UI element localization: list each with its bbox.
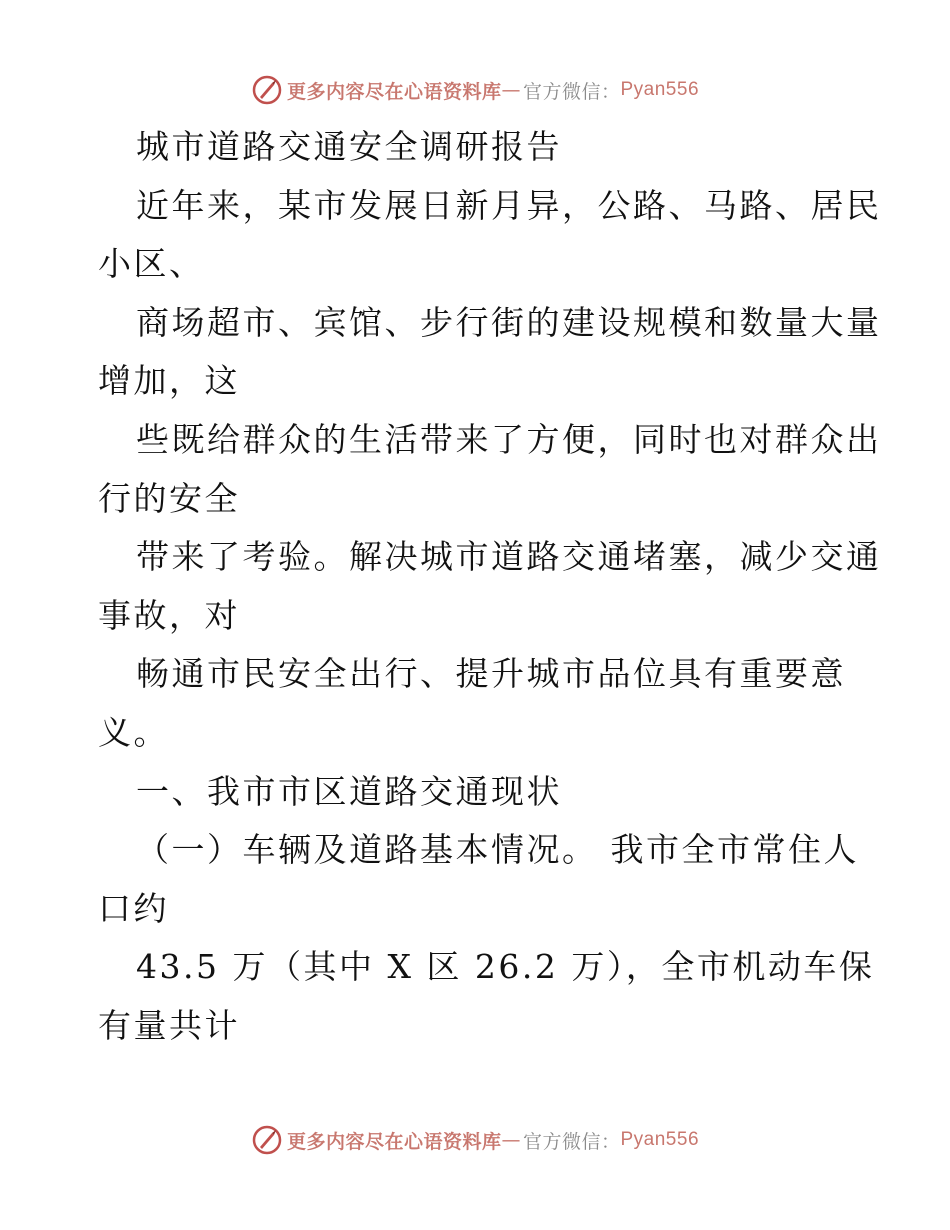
paragraph-line: 商场超市、宾馆、步行街的建设规模和数量大量 bbox=[136, 302, 882, 342]
watermark-wechat-label: 官方微信： bbox=[522, 1130, 621, 1153]
document-body bbox=[98, 118, 882, 1056]
watermark-dash: — bbox=[501, 79, 521, 101]
quill-logo-icon bbox=[251, 1124, 283, 1156]
paragraph-line: 义。 bbox=[98, 712, 169, 752]
watermark-wechat-id: Pyan556 bbox=[620, 79, 700, 100]
watermark-main-text: 更多内容尽在心语资料库 bbox=[286, 1130, 502, 1153]
quill-logo-icon bbox=[251, 74, 283, 106]
paragraph-line: 近年来，某市发展日新月异，公路、马路、居民 bbox=[136, 185, 882, 225]
paragraph-line: 带来了考验。解决城市道路交通堵塞，减少交通 bbox=[136, 537, 882, 577]
paragraph-line: 行的安全 bbox=[98, 478, 240, 518]
paragraph-line: 畅通市民安全出行、提升城市品位具有重要意 bbox=[136, 654, 846, 694]
watermark-main-text: 更多内容尽在心语资料库 bbox=[286, 80, 502, 103]
subsection-line: （一）车辆及道路基本情况。 我市全市常住人 bbox=[136, 830, 859, 870]
watermark-wechat-label: 官方微信： bbox=[522, 80, 621, 103]
paragraph-line: 些既给群众的生活带来了方便，同时也对群众出 bbox=[136, 419, 882, 459]
section-heading: 一、我市市区道路交通现状 bbox=[136, 771, 562, 811]
footer-watermark bbox=[0, 1120, 950, 1160]
document-title: 城市道路交通安全调研报告 bbox=[136, 127, 562, 166]
paragraph-line: 43.5 万（其中 X 区 26.2 万），全市机动车保 bbox=[136, 947, 875, 987]
watermark-dash: — bbox=[501, 1129, 521, 1151]
paragraph-line: 有量共计 bbox=[98, 1005, 240, 1045]
header-watermark bbox=[0, 70, 950, 110]
paragraph-line: 增加，这 bbox=[98, 361, 240, 401]
paragraph-line: 口约 bbox=[98, 888, 169, 928]
watermark-wechat-id: Pyan556 bbox=[620, 1129, 700, 1150]
paragraph-line: 事故，对 bbox=[98, 595, 240, 635]
paragraph-line: 小区、 bbox=[98, 244, 205, 284]
